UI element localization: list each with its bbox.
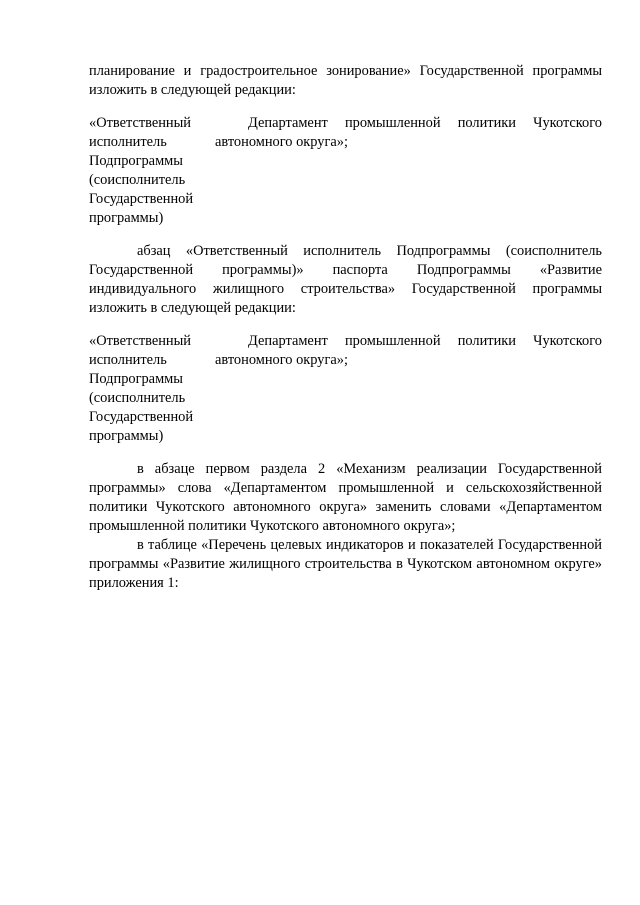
document-page bbox=[89, 62, 602, 593]
row-2-label: «Ответственный исполнитель Подпрограммы (соисполнитель Государственной программы) bbox=[89, 333, 194, 444]
table-row-responsible-2 bbox=[89, 332, 602, 446]
row-1-label: «Ответственный исполнитель Подпрограммы (соисполнитель Государственной программы) bbox=[89, 115, 194, 226]
paragraph-4: в таблице «Перечень целевых индикаторов и показателей Государственной программы «Развитие жилищного строительства в Чукотском автономном округе» приложения 1: bbox=[89, 537, 602, 591]
paragraph-3: в абзаце первом раздела 2 «Механизм реализации Государственной программы» слова «Департаментом промышленной и сельскохозяйственной политики Чукотского автономного округа» заменить словами «Департаментом промышленной политики Чукотского автономного округа»; bbox=[89, 461, 602, 534]
paragraph-2: абзац «Ответственный исполнитель Подпрограммы (соисполнитель Государственной программы)» паспорта Подпрограммы «Развитие индивидуального жилищного строительства» Государственной программы изложить в следующей редакции: bbox=[89, 243, 602, 316]
row-2-value: Департамент промышленной политики Чукотского автономного округа»; bbox=[215, 333, 602, 368]
paragraph-1: планирование и градостроительное зонирование» Государственной программы изложить в следующей редакции: bbox=[89, 63, 602, 98]
table-row-responsible-1 bbox=[89, 114, 602, 228]
row-1-value: Департамент промышленной политики Чукотского автономного округа»; bbox=[215, 115, 602, 150]
